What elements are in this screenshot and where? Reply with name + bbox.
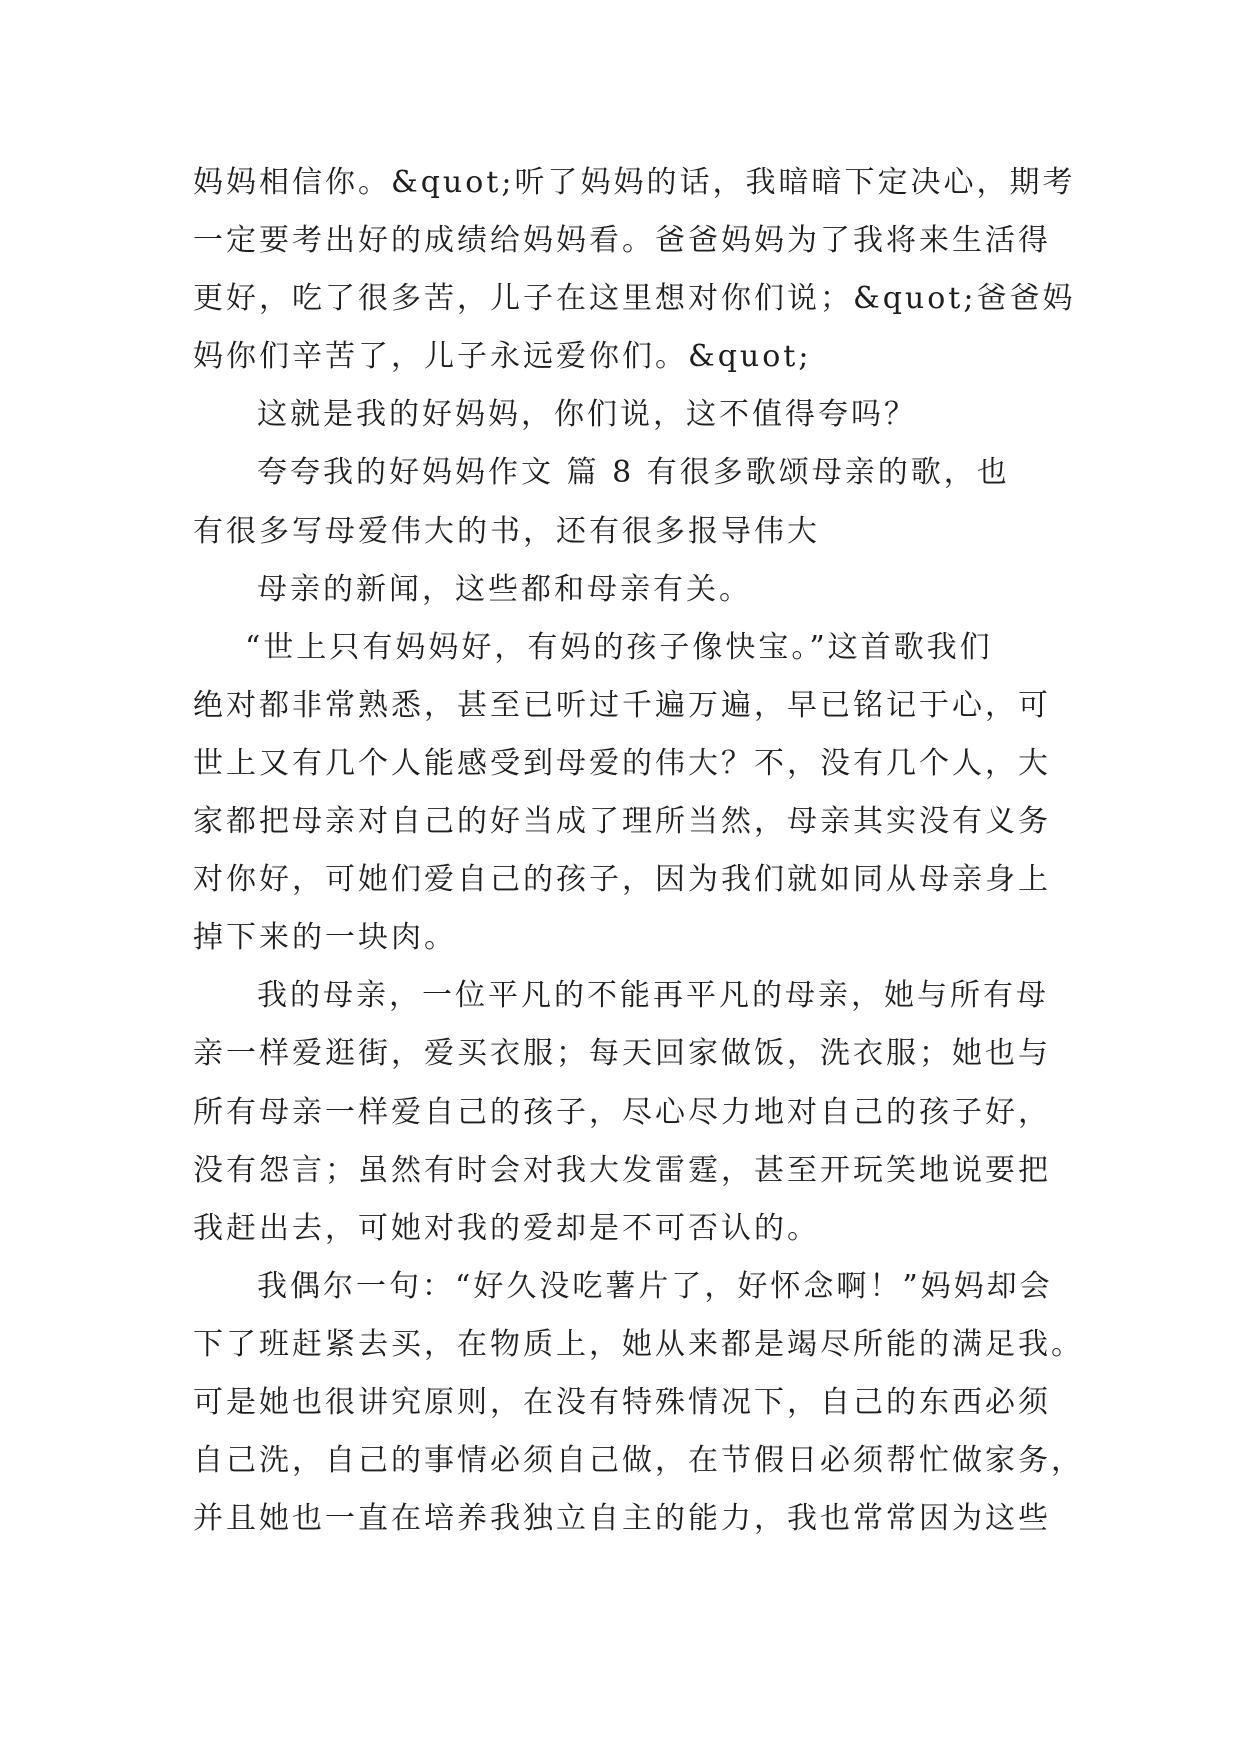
text-line: 妈你们辛苦了，儿子永远爱你们。&quot;: [193, 339, 812, 375]
text-line: 有很多写母爱伟大的书，还有很多报导伟大: [193, 513, 820, 549]
text-line: 自己洗，自己的事情必须自己做，在节假日必须帮忙做家务，: [193, 1443, 1084, 1479]
text-line: 所有母亲一样爱自己的孩子，尽心尽力地对自己的孩子好，: [193, 1094, 1051, 1130]
text-line: 家都把母亲对自己的好当成了理所当然，母亲其实没有义务: [193, 804, 1051, 840]
text-line: 没有怨言；虽然有时会对我大发雷霆，甚至开玩笑地说要把: [193, 1152, 1051, 1188]
text-line: 对你好，可她们爱自己的孩子，因为我们就如同从母亲身上: [193, 862, 1051, 898]
text-line: 我偶尔一句：“好久没吃薯片了，好怀念啊！”妈妈却会: [257, 1268, 1053, 1304]
text-line: 这就是我的好妈妈，你们说，这不值得夸吗？: [257, 397, 917, 433]
text-line: 下了班赶紧去买，在物质上，她从来都是竭尽所能的满足我。: [193, 1326, 1084, 1362]
text-line: 更好，吃了很多苦，儿子在这里想对你们说；&quot;爸爸妈: [193, 281, 1076, 317]
document-body: [193, 154, 1084, 1548]
text-line: 我赶出去，可她对我的爱却是不可否认的。: [193, 1210, 820, 1246]
text-line: 我的母亲，一位平凡的不能再平凡的母亲，她与所有母: [257, 978, 1049, 1014]
text-line: 掉下来的一块肉。: [193, 920, 457, 956]
text-line: 可是她也很讲究原则，在没有特殊情况下，自己的东西必须: [193, 1384, 1051, 1420]
text-line: 亲一样爱逛街，爱买衣服；每天回家做饭，洗衣服；她也与: [193, 1036, 1051, 1072]
text-line: “世上只有妈妈好，有妈的孩子像快宝。”这首歌我们: [245, 629, 993, 665]
text-line: 并且她也一直在培养我独立自主的能力，我也常常因为这些: [193, 1501, 1051, 1537]
text-line: 世上又有几个人能感受到母爱的伟大？不，没有几个人，大: [193, 745, 1051, 781]
text-line: 一定要考出好的成绩给妈妈看。爸爸妈妈为了我将来生活得: [193, 223, 1051, 259]
text-line: 母亲的新闻，这些都和母亲有关。: [257, 571, 752, 607]
section-heading-line: 夸夸我的好妈妈作文 篇 8 有很多歌颂母亲的歌，也: [257, 455, 1010, 491]
text-line: 绝对都非常熟悉，甚至已听过千遍万遍，早已铭记于心，可: [193, 687, 1051, 723]
text-line: 妈妈相信你。&quot;听了妈妈的话，我暗暗下定决心，期考: [193, 165, 1076, 200]
